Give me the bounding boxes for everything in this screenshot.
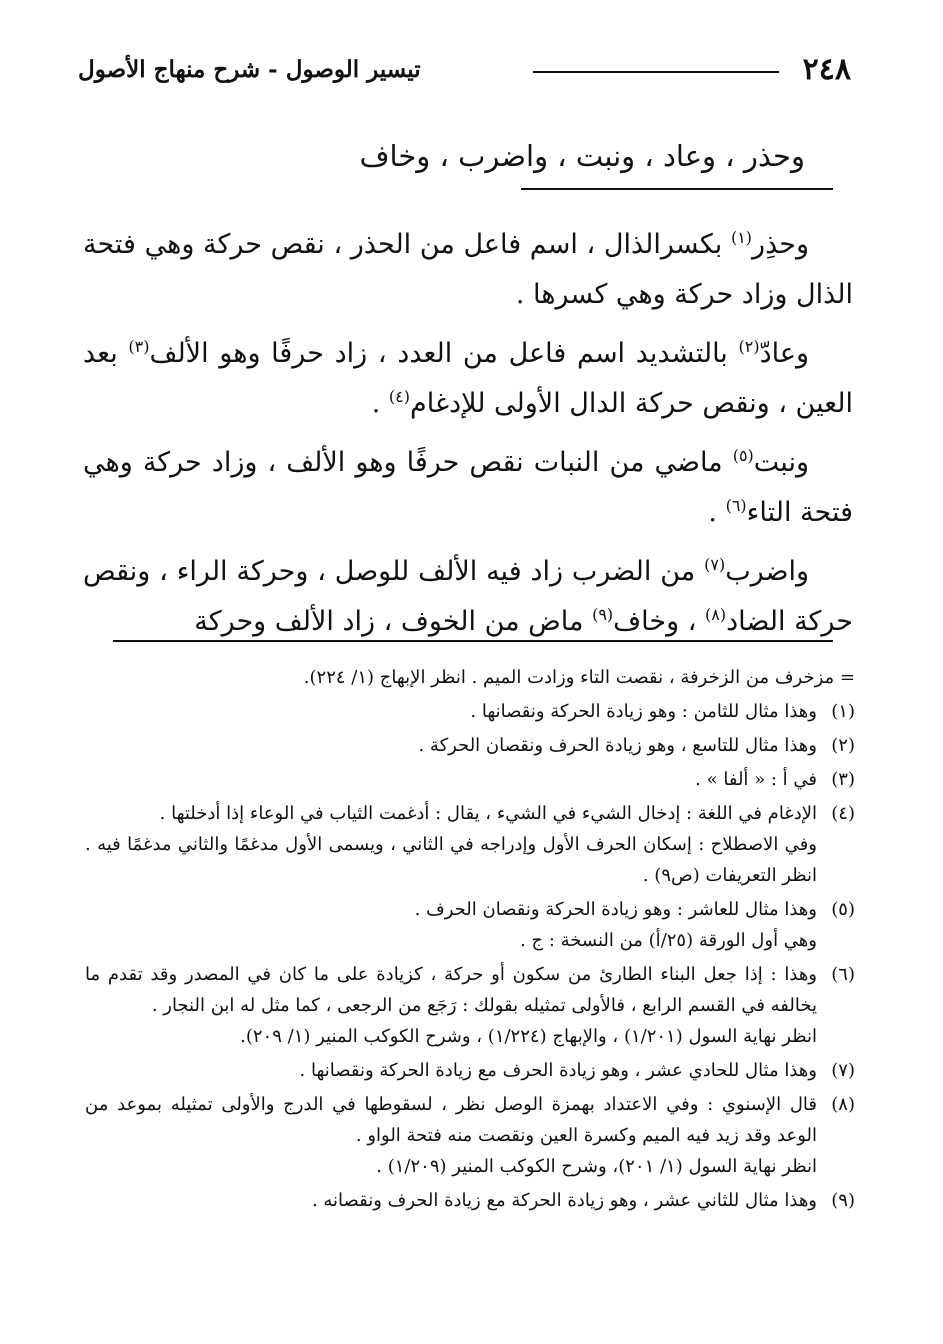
footnote-line: وهذا مثال للثامن : وهو زيادة الحركة ونقصانها .	[470, 701, 817, 722]
footnote-number: (١)	[831, 701, 855, 722]
footnote-4	[85, 798, 855, 891]
paragraph-text: ماضي من النبات نقص حرفًا وهو الألف ، وزاد حركة وهي فتحة التاء	[83, 447, 853, 528]
paragraph-text: .	[708, 497, 726, 528]
verse-line: وحذر ، وعاد ، ونبت ، واضرب ، وخاف	[359, 139, 805, 173]
footnote-number: (٧)	[831, 1060, 855, 1081]
footnote-7	[85, 1055, 855, 1086]
running-title: تيسير الوصول - شرح منهاج الأصول	[78, 56, 421, 83]
footnote-6	[85, 959, 855, 1052]
note-ref: (٢)	[738, 337, 760, 356]
footnote-line: وهذا مثال للحادي عشر ، وهو زيادة الحرف مع زيادة الحركة ونقصانها .	[299, 1060, 817, 1081]
verse-divider	[521, 188, 833, 190]
entry-word: وحذِر	[752, 229, 809, 260]
footnote-2	[85, 730, 855, 761]
note-ref: (٦)	[725, 496, 747, 515]
footnote-9	[85, 1185, 855, 1216]
footnote-number: (٦)	[831, 964, 855, 985]
footnote-body	[85, 959, 817, 1052]
footnote-line: قال الإسنوي : وفي الاعتداد بهمزة الوصل نظر ، لسقوطها في الدرج والأولى تمثيله بموعد من الوعد وقد زيد فيه الميم وكسرة العين ونقصت منه فتحة الواو .	[85, 1094, 817, 1146]
footnote-line: وهذا مثال للثاني عشر ، وهو زيادة الحركة مع زيادة الحرف ونقصانه .	[311, 1190, 817, 1211]
footnote-body	[85, 1055, 817, 1086]
footnote-line: انظر نهاية السول (١/ ٢٠١)، وشرح الكوكب المنير (١/٢٠٩) .	[376, 1156, 817, 1177]
footnote-1	[85, 696, 855, 727]
paragraph-text: ماض من الخوف ، زاد الألف وحركة	[194, 606, 593, 637]
page-header	[78, 50, 851, 94]
entry-word: ونبت	[753, 447, 809, 478]
paragraph-text: بكسرالذال ، اسم فاعل من الحذر ، نقص حركة وهي فتحة الذال وزاد حركة وهي كسرها .	[83, 229, 853, 310]
note-ref: (٨)	[705, 605, 727, 624]
footnote-line: وهذا : إذا جعل البناء الطارئ من سكون أو حركة ، كزيادة على ما كان في المصدر وقد تقدم ما يخالفه في القسم الرابع ، فالأولى تمثيله بقولك : رَجَع من الرجعى ، كما مثل له ابن النجار .	[85, 964, 818, 1016]
paragraph-nabata	[83, 438, 853, 538]
footnote-body	[85, 894, 817, 956]
footnote-8	[85, 1089, 855, 1182]
note-ref: (٤)	[388, 387, 411, 406]
footnote-divider	[113, 640, 833, 642]
note-ref: (٩)	[592, 605, 614, 624]
footnote-body	[85, 730, 817, 761]
page-number: ٢٤٨	[802, 52, 851, 87]
footnote-line: وفي الاصطلاح : إسكان الحرف الأول وإدراجه في الثاني ، ويسمى الأول مدغمًا والثاني مدغمًا فيه . انظر التعريفات (ص٩) .	[85, 834, 817, 886]
paragraph-hadhir	[83, 220, 853, 320]
paragraph-aadd	[83, 329, 853, 429]
header-rule	[533, 71, 779, 73]
footnote-line: وهي أول الورقة (٢٥/أ) من النسخة : ج .	[520, 930, 817, 951]
footnote-5	[85, 894, 855, 956]
footnote-number: (٢)	[831, 735, 855, 756]
footnote-line: وهذا مثال للتاسع ، وهو زيادة الحرف ونقصان الحركة .	[418, 735, 817, 756]
footnote-number: (٨)	[831, 1094, 855, 1115]
entry-word: واضرب	[725, 556, 809, 587]
paragraph-idrib	[83, 547, 853, 647]
footnote-line: في أ : « ألفا » .	[695, 769, 817, 790]
paragraph-text: ، وخاف	[613, 606, 705, 637]
note-ref: (٧)	[704, 555, 726, 574]
footnote-number: (٤)	[831, 803, 855, 824]
footnote-line: انظر نهاية السول (١/٢٠١) ، والإبهاج (١/٢٢٤) ، وشرح الكوكب المنير (١/ ٢٠٩).	[240, 1026, 817, 1047]
main-text	[83, 220, 853, 656]
footnote-body	[85, 764, 817, 795]
footnote-body	[85, 696, 817, 727]
footnote-number: (٩)	[831, 1190, 855, 1211]
footnote-body	[85, 1089, 817, 1182]
footnote-line: الإدغام في اللغة : إدخال الشيء في الشيء ، يقال : أدغمت الثياب في الوعاء إذا أدخلتها .	[159, 803, 817, 824]
footnote-number: (٣)	[831, 769, 855, 790]
note-ref: (١)	[730, 228, 753, 247]
paragraph-text: بعد العين ، ونقص حركة الدال الأولى للإدغام	[83, 338, 853, 419]
footnote-3	[85, 764, 855, 795]
footnote-continuation: = مزخرف من الزخرفة ، نقصت التاء وزادت الميم . انظر الإبهاج (١/ ٢٢٤).	[303, 667, 855, 688]
footnote-body	[85, 798, 817, 891]
footnote-line: وهذا مثال للعاشر : وهو زيادة الحركة ونقصان الحرف .	[414, 899, 817, 920]
paragraph-text: بالتشديد اسم فاعل من العدد ، زاد حرفًا وهو الألف	[149, 338, 739, 369]
paragraph-text: من الضرب زاد فيه الألف للوصل ، وحركة الراء ، ونقص حركة الضاد	[83, 556, 853, 637]
entry-word: وعادّ	[759, 338, 810, 369]
note-ref: (٣)	[128, 337, 150, 356]
footnote-number: (٥)	[831, 899, 855, 920]
footnote-body	[85, 1185, 817, 1216]
footnotes	[85, 662, 855, 1219]
paragraph-text: .	[371, 388, 389, 419]
note-ref: (٥)	[732, 446, 754, 465]
